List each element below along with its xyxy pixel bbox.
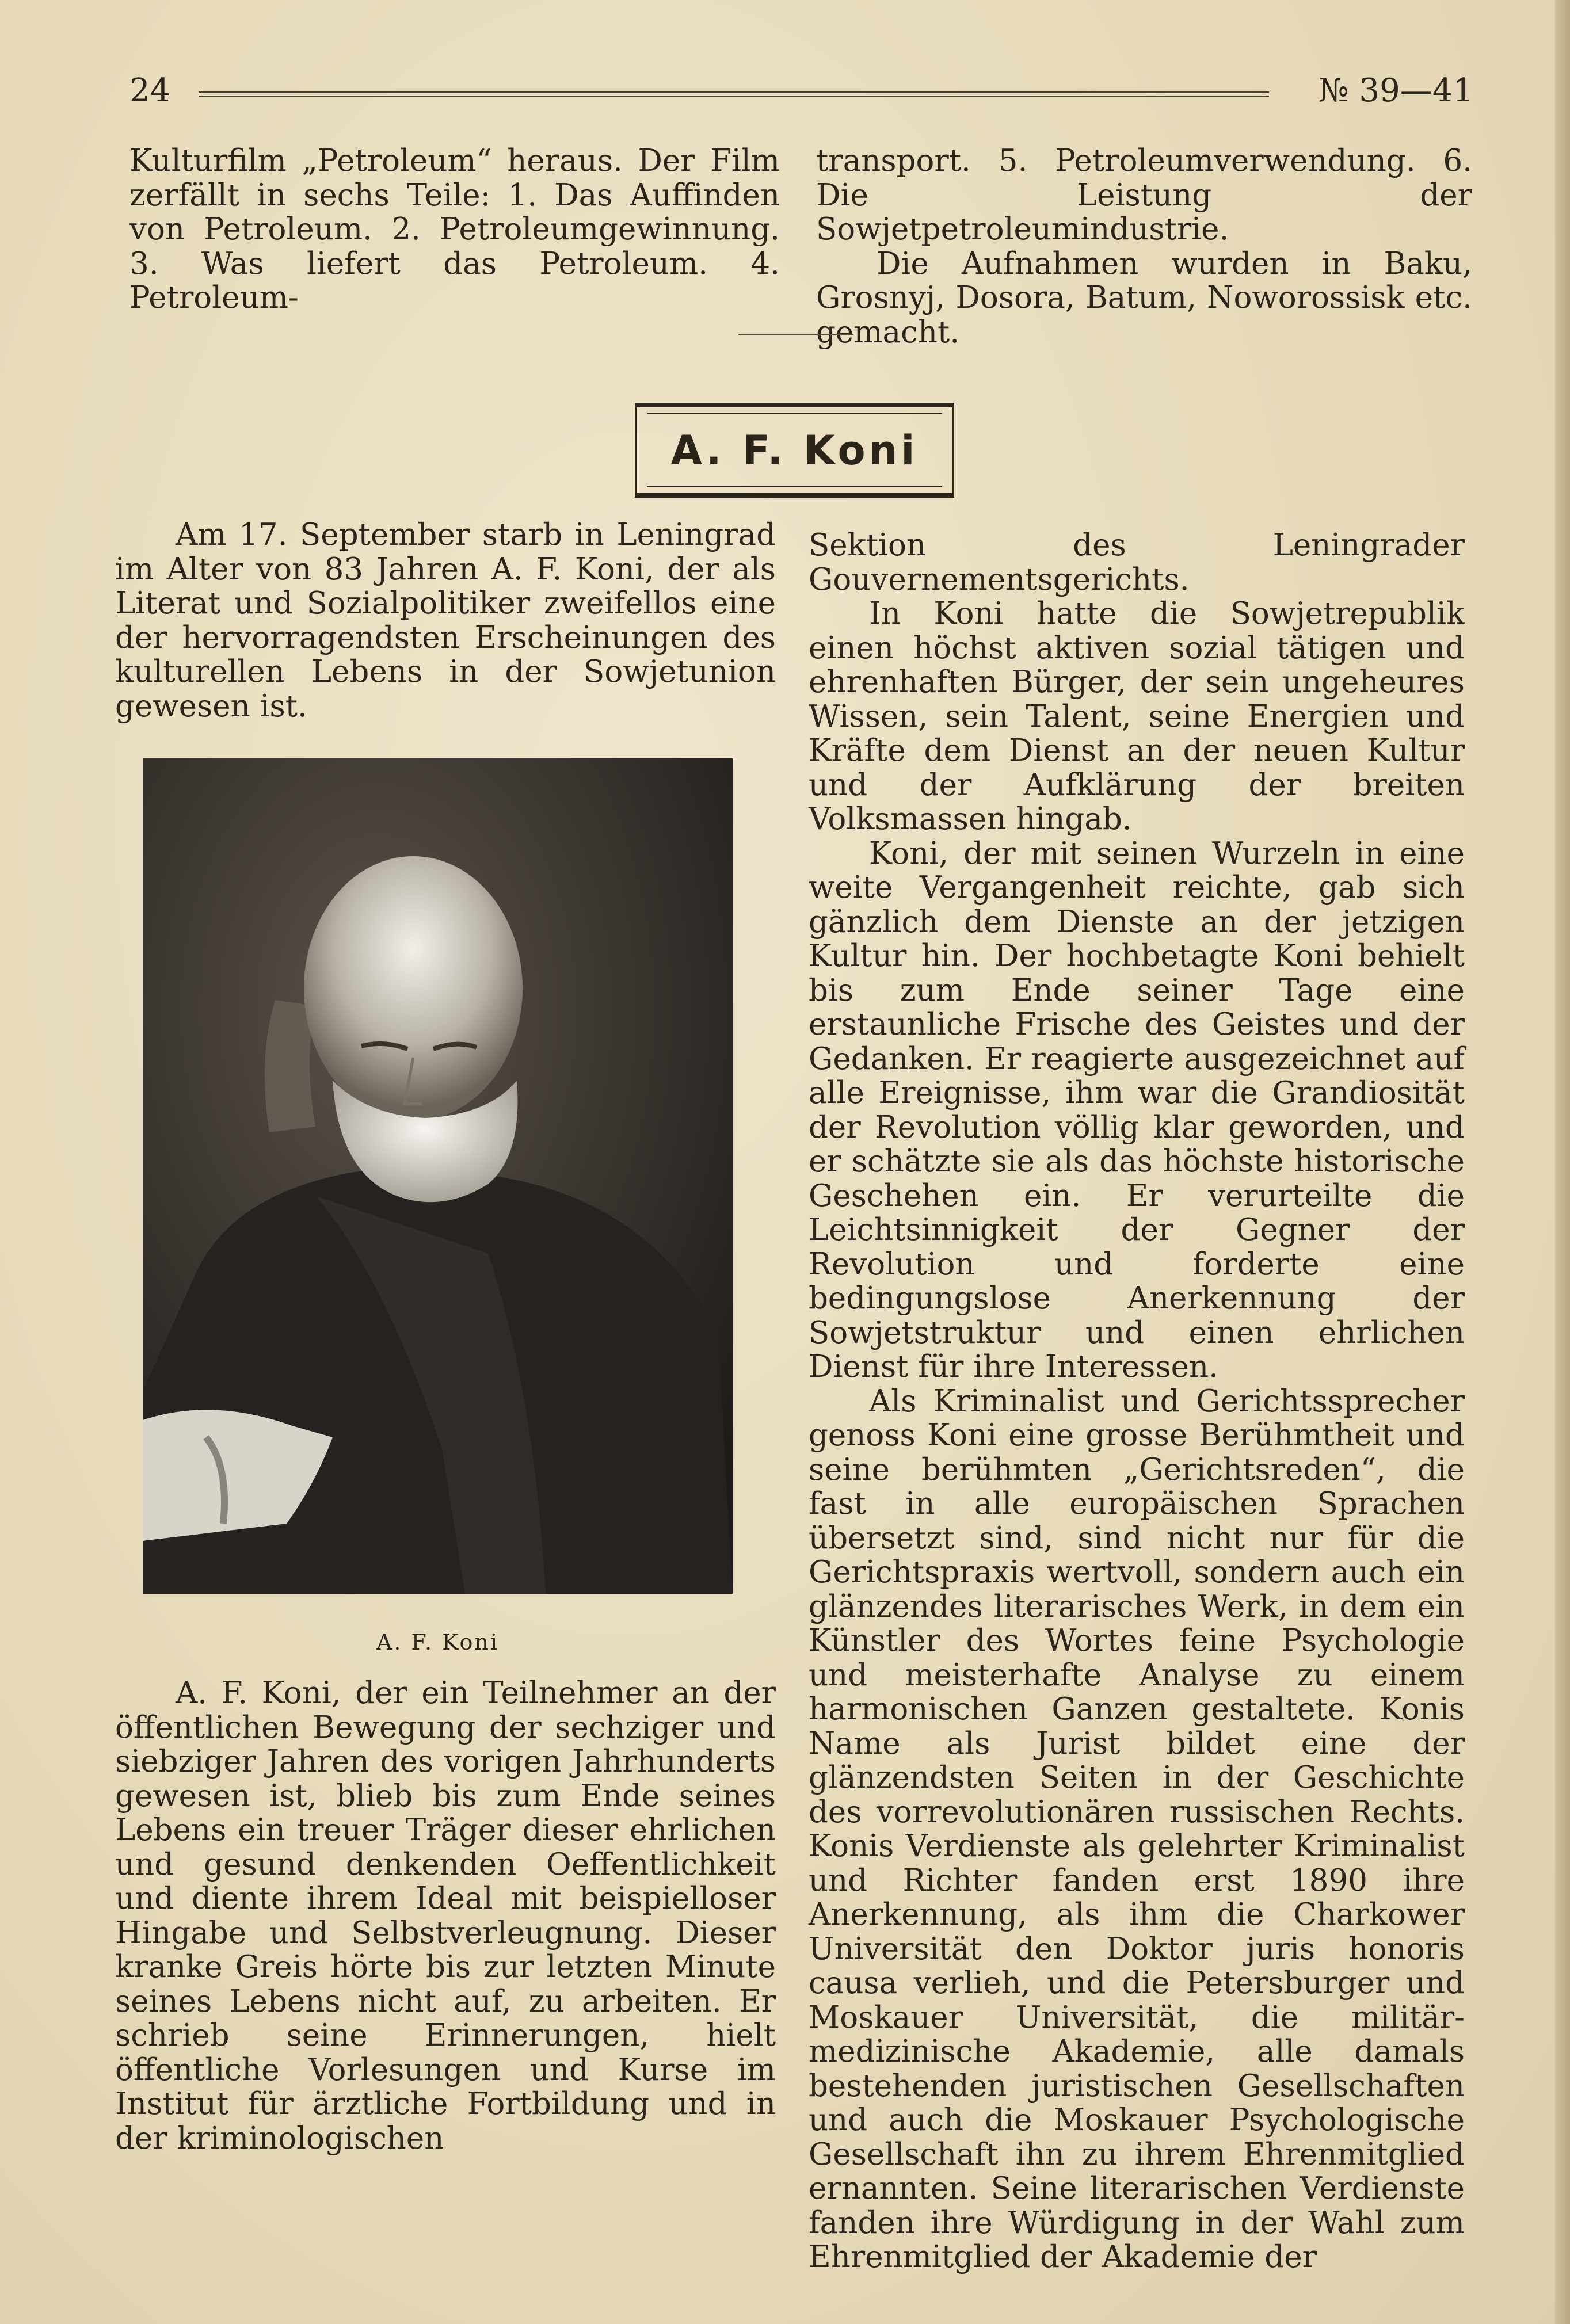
article-right-column	[809, 528, 1465, 2275]
top-right-paragraph-1: transport. 5. Petroleumverwendung. 6. Die Leistung der Sowjetpetroleumindustrie.	[816, 143, 1472, 247]
photo-caption: A. F. Koni	[376, 1630, 500, 1655]
right-paragraph-1: Sektion des Leningrader Gouvernementsgerichts.	[809, 528, 1465, 597]
right-paragraph-4: Als Kriminalist und Gerichtssprecher genoss Koni eine grosse Berühmtheit und seine berühmten „Gerichtsreden“, die fast in alle europäischen Sprachen übersetzt sind, sind nicht nur für die Gerichtspraxis wertvoll, sondern auch ein glänzendes literarisches Werk, in dem ein Künstler des Wortes feine Psychologie und meisterhafte Analyse zu einem harmonischen Ganzen gestaltete. Konis Name als Jurist bildet eine der glänzendsten Seiten in der Geschichte des vorrevolutionären russischen Rechts. Konis Verdienste als gelehrter Kriminalist und Richter fanden erst 1890 ihre Anerkennung, als ihm die Charkower Universität den Doktor juris honoris causa verlieh, und die Petersburger und Moskauer Universität, die militär-medizinische Akademie, alle damals bestehenden juristischen Gesellschaften und auch die Moskauer Psychologische Gesellschaft ihn zu ihrem Ehrenmitglied ernannten. Seine literarischen Verdienste fanden ihre Würdigung in der Wahl zum Ehrenmitglied der Akademie der	[809, 1383, 1465, 2275]
top-right-paragraph-2: Die Aufnahmen wurden in Baku, Grosnyj, Dosora, Batum, Noworossisk etc. gemacht.	[816, 246, 1472, 350]
right-paragraph-2: In Koni hatte die Sowjetrepublik einen höchst aktiven sozial tätigen und ehrenhaften Bürger, der sein ungeheures Wissen, sein Talent, seine Energien und Kräfte dem Dienst an der neuen Kultur und der Aufklärung der breiten Volksmassen hingab.	[809, 596, 1465, 837]
header-rule	[199, 91, 1269, 97]
article-left-body	[115, 1676, 776, 2155]
page-header	[129, 72, 1473, 112]
section-separator	[738, 334, 853, 335]
right-paragraph-3: Koni, der mit seinen Wurzeln in eine weite Vergangenheit reichte, gab sich gänzlich dem Dienste an der jetzigen Kultur hin. Der hochbetagte Koni behielt bis zum Ende seiner Tage eine erstaunliche Frische des Geistes und der Gedanken. Er reagierte ausgezeichnet auf alle Ereignisse, ihm war die Grandiosität der Revolution völlig klar geworden, und er schätzte sie als das höchste historische Geschehen ein. Er verurteilte die Leichtsinnigkeit der Gegner der Revolution und forderte eine bedingungslose Anerkennung der Sowjetstruktur und einen ehrlichen Dienst für ihre Interessen.	[809, 835, 1465, 1384]
top-left-paragraph: Kulturfilm „Petroleum“ heraus. Der Film zerfällt in sechs Teile: 1. Das Auffinden von Petroleum. 2. Petroleumgewinnung. 3. Was liefert das Petroleum. 4. Petroleum-	[129, 143, 780, 315]
article-title-box	[635, 403, 954, 498]
top-right-column	[816, 144, 1472, 349]
article-title: A. F. Koni	[670, 426, 919, 474]
issue-number: № 39—41	[1318, 72, 1473, 109]
intro-paragraph: Am 17. September starb in Leningrad im Alter von 83 Jahren A. F. Koni, der als Literat und Sozialpolitiker zweifellos eine der hervorragendsten Erscheinungen des kulturellen Lebens in der Sowjetunion gewesen ist.	[115, 517, 776, 724]
portrait-photo	[143, 758, 733, 1594]
top-left-column	[129, 144, 780, 315]
portrait-image	[143, 758, 733, 1594]
page-edge	[1555, 0, 1570, 2324]
page-number: 24	[129, 72, 171, 109]
left-body-paragraph: A. F. Koni, der ein Teilnehmer an der öffentlichen Bewegung der sechziger und siebziger Jahren des vorigen Jahrhunderts gewesen ist, blieb bis zum Ende seines Lebens ein treuer Träger dieser ehrlichen und gesund denkenden Oeffentlichkeit und diente ihrem Ideal mit beispielloser Hingabe und Selbstverleugnung. Dieser kranke Greis hörte bis zur letzten Minute seines Lebens nicht auf, zu arbeiten. Er schrieb seine Erinnerungen, hielt öffentliche Vorlesungen und Kurse im Institut für ärztliche Fortbildung und in der kriminologischen	[115, 1676, 776, 2156]
article-intro	[115, 518, 776, 723]
